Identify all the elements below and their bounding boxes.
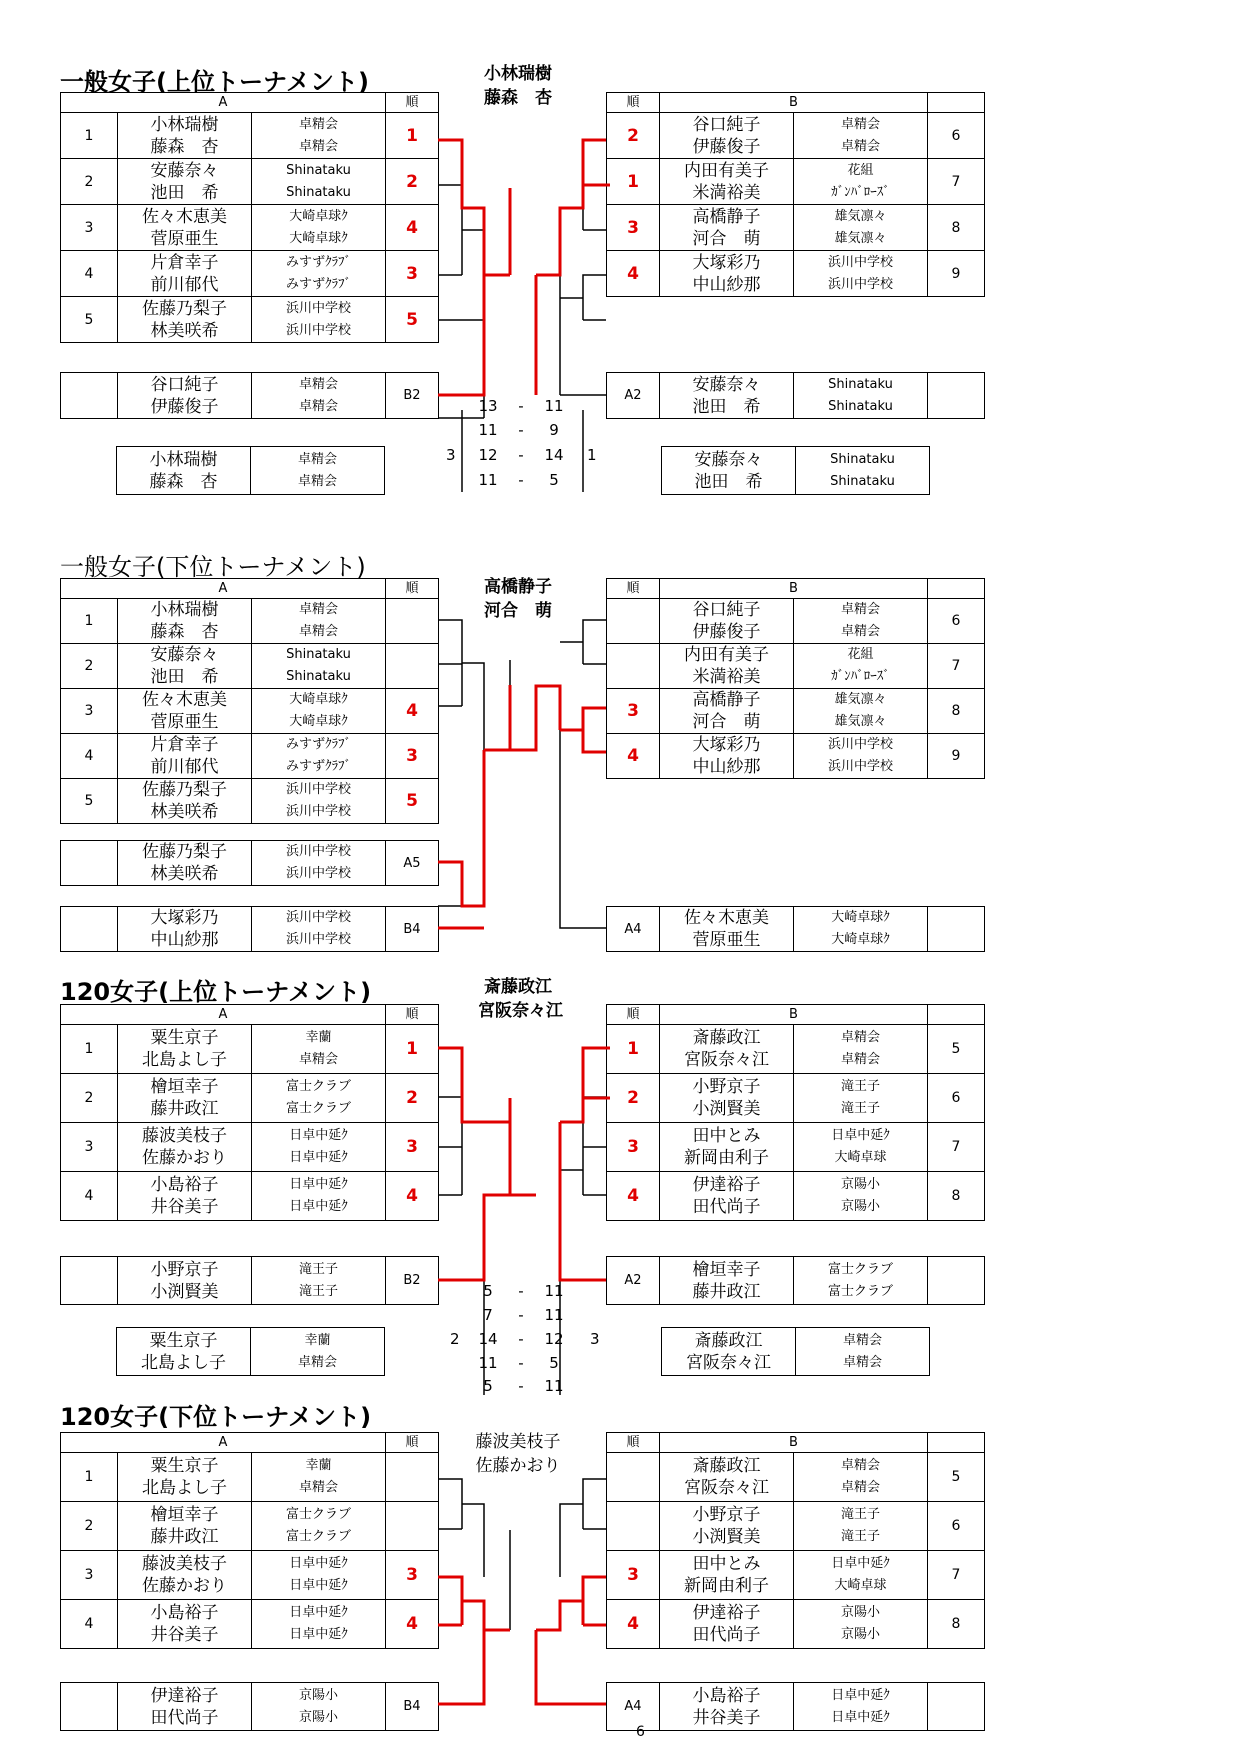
entry-number: 5 xyxy=(61,297,118,343)
pair-clubs: Shinataku Shinataku xyxy=(252,644,386,689)
section-title: 一般女子(上位トーナメント) xyxy=(60,68,369,96)
entry-number: 1 xyxy=(61,1453,118,1502)
pair-clubs: 卓精会 卓精会 xyxy=(794,1453,928,1502)
pair-clubs: 浜川中学校 浜川中学校 xyxy=(794,251,928,297)
pair-names: 小野京子 小渕賢美 xyxy=(118,1257,252,1305)
pair-names: 藤波美枝子 佐藤かおり xyxy=(118,1123,252,1172)
entry-number: 4 xyxy=(61,1172,118,1221)
rank-value: 2 xyxy=(386,159,439,205)
pair-names: 伊達裕子 田代尚子 xyxy=(660,1600,794,1649)
entry-number: 2 xyxy=(61,159,118,205)
entry-number: 1 xyxy=(61,113,118,159)
pair-clubs: 卓精会 卓精会 xyxy=(794,113,928,159)
pair-clubs: 雄気凛々 雄気凛々 xyxy=(794,689,928,734)
entry-number: 3 xyxy=(61,1123,118,1172)
rank-value: 4 xyxy=(386,1600,439,1649)
entry-number: 8 xyxy=(928,689,985,734)
pair-clubs: 日卓中延ｸ 日卓中延ｸ xyxy=(252,1551,386,1600)
pair-names: 高橋静子 河合 萌 xyxy=(660,205,794,251)
pair-names: 小林瑞樹 藤森 杏 xyxy=(117,447,251,495)
rank-value: 3 xyxy=(386,1123,439,1172)
entry-number: 7 xyxy=(928,1551,985,1600)
semi-score: 5 - 11 xyxy=(483,1282,564,1300)
pair-names: 佐々木恵美 菅原亜生 xyxy=(660,907,794,952)
pair-names: 斎藤政江 宮阪奈々江 xyxy=(660,1025,794,1074)
entry-number: 3 xyxy=(61,1551,118,1600)
rank-value: 3 xyxy=(607,1551,660,1600)
pair-clubs: 卓精会 卓精会 xyxy=(794,599,928,644)
entry-number: 1 xyxy=(61,599,118,644)
final-score: 14 - 12 xyxy=(478,1330,564,1348)
pair-names: 片倉幸子 前川郁代 xyxy=(118,734,252,779)
pair-clubs: 浜川中学校 浜川中学校 xyxy=(252,841,386,886)
pair-names: 谷口純子 伊藤俊子 xyxy=(660,113,794,159)
pair-clubs: 幸蘭 卓精会 xyxy=(251,1328,385,1376)
pair-clubs: 幸蘭 卓精会 xyxy=(252,1025,386,1074)
entry-number: 2 xyxy=(61,644,118,689)
pair-names: 高橋静子 河合 萌 xyxy=(660,689,794,734)
pair-names: 檜垣幸子 藤井政江 xyxy=(118,1074,252,1123)
pair-clubs: 卓精会 卓精会 xyxy=(252,113,386,159)
entry-number: 9 xyxy=(928,734,985,779)
pair-names: 佐々木恵美 菅原亜生 xyxy=(118,689,252,734)
pair-clubs: 日卓中延ｸ 日卓中延ｸ xyxy=(794,1683,928,1731)
pair-names: 大塚彩乃 中山紗那 xyxy=(118,907,252,952)
pair-names: 小島裕子 井谷美子 xyxy=(660,1683,794,1731)
pair-clubs: Shinataku Shinataku xyxy=(252,159,386,205)
entry-number: 6 xyxy=(928,1074,985,1123)
pair-names: 小野京子 小渕賢美 xyxy=(660,1502,794,1551)
pool-a-header: A xyxy=(61,1433,386,1453)
entry-number: 3 xyxy=(61,689,118,734)
rank-header: 順 xyxy=(607,1005,660,1025)
qualifier-tag: B2 xyxy=(386,373,439,419)
page-number: 6 xyxy=(636,1724,645,1740)
pair-clubs: 日卓中延ｸ 大崎卓球 xyxy=(794,1123,928,1172)
pair-clubs: 京陽小 京陽小 xyxy=(252,1683,386,1731)
pair-clubs: 日卓中延ｸ 日卓中延ｸ xyxy=(252,1123,386,1172)
entry-number: 2 xyxy=(61,1502,118,1551)
champion-name: 高橋静子 xyxy=(484,577,552,597)
pair-names: 檜垣幸子 藤井政江 xyxy=(660,1257,794,1305)
pair-names: 小島裕子 井谷美子 xyxy=(118,1600,252,1649)
final-score: 11 - 5 xyxy=(478,471,559,489)
entry-number: 4 xyxy=(61,734,118,779)
qualifier-tag: B4 xyxy=(386,907,439,952)
section-title: 一般女子(下位トーナメント) xyxy=(60,553,366,581)
pair-names: 小野京子 小渕賢美 xyxy=(660,1074,794,1123)
pair-clubs: 滝王子 滝王子 xyxy=(794,1074,928,1123)
rank-value: 3 xyxy=(386,1551,439,1600)
champion-name: 佐藤かおり xyxy=(475,1456,561,1476)
pair-clubs: 卓精会 卓精会 xyxy=(794,1025,928,1074)
pair-clubs: 幸蘭 卓精会 xyxy=(252,1453,386,1502)
section-title: 120女子(上位トーナメント) xyxy=(60,978,372,1006)
pair-names: 田中とみ 新岡由利子 xyxy=(660,1123,794,1172)
rank-value: 3 xyxy=(607,689,660,734)
pair-clubs: 京陽小 京陽小 xyxy=(794,1172,928,1221)
pair-names: 佐々木恵美 菅原亜生 xyxy=(118,205,252,251)
pool-a-header: A xyxy=(61,93,386,113)
rank-header: 順 xyxy=(386,1433,439,1453)
entry-number: 5 xyxy=(928,1025,985,1074)
pair-clubs: 滝王子 滝王子 xyxy=(794,1502,928,1551)
qualifier-tag: B2 xyxy=(386,1257,439,1305)
rank-header: 順 xyxy=(386,579,439,599)
entry-number: 7 xyxy=(928,644,985,689)
pair-names: 伊達裕子 田代尚子 xyxy=(118,1683,252,1731)
pair-clubs: 滝王子 滝王子 xyxy=(252,1257,386,1305)
rank-value: 3 xyxy=(386,734,439,779)
pair-names: 内田有美子 米満裕美 xyxy=(660,644,794,689)
rank-value: 4 xyxy=(386,689,439,734)
pair-clubs: 浜川中学校 浜川中学校 xyxy=(252,297,386,343)
pair-clubs: Shinataku Shinataku xyxy=(796,447,930,495)
pair-names: 斎藤政江 宮阪奈々江 xyxy=(660,1453,794,1502)
qualifier-tag: A5 xyxy=(386,841,439,886)
pair-names: 粟生京子 北島よし子 xyxy=(117,1328,251,1376)
rank-value: 3 xyxy=(607,1123,660,1172)
games-won-left: 3 xyxy=(446,446,456,464)
entry-number: 6 xyxy=(928,1502,985,1551)
semi-score: 13 - 11 xyxy=(478,397,564,415)
rank-header: 順 xyxy=(607,93,660,113)
pair-clubs: 大崎卓球ｸ 大崎卓球ｸ xyxy=(252,205,386,251)
champion-name: 河合 萌 xyxy=(484,601,552,621)
rank-value: 2 xyxy=(386,1074,439,1123)
rank-value: 4 xyxy=(607,734,660,779)
rank-value: 1 xyxy=(386,1025,439,1074)
qualifier-tag: B4 xyxy=(386,1683,439,1731)
pool-b-header: B xyxy=(660,93,928,113)
entry-number: 9 xyxy=(928,251,985,297)
pair-names: 小林瑞樹 藤森 杏 xyxy=(118,599,252,644)
rank-value: 3 xyxy=(386,251,439,297)
champion-name: 小林瑞樹 xyxy=(484,64,552,84)
section-title: 120女子(下位トーナメント) xyxy=(60,1403,372,1431)
rank-value: 1 xyxy=(607,159,660,205)
rank-header: 順 xyxy=(386,1005,439,1025)
entry-number: 8 xyxy=(928,1172,985,1221)
pair-names: 安藤奈々 池田 希 xyxy=(118,644,252,689)
pool-b-header: B xyxy=(660,1005,928,1025)
rank-header: 順 xyxy=(607,579,660,599)
pair-names: 大塚彩乃 中山紗那 xyxy=(660,251,794,297)
pool-b-header: B xyxy=(660,579,928,599)
pair-clubs: 卓精会 卓精会 xyxy=(252,373,386,419)
rank-value: 2 xyxy=(607,1074,660,1123)
rank-value: 1 xyxy=(607,1025,660,1074)
entry-number: 3 xyxy=(61,205,118,251)
pair-names: 佐藤乃梨子 林美咲希 xyxy=(118,841,252,886)
pair-clubs: 大崎卓球ｸ 大崎卓球ｸ xyxy=(794,907,928,952)
pair-clubs: みすずｸﾗﾌﾞ みすずｸﾗﾌﾞ xyxy=(252,734,386,779)
pair-clubs: 富士クラブ 富士クラブ xyxy=(794,1257,928,1305)
entry-number: 7 xyxy=(928,1123,985,1172)
final-score: 12 - 14 xyxy=(478,446,564,464)
champion-name: 藤森 杏 xyxy=(484,88,552,108)
pair-names: 佐藤乃梨子 林美咲希 xyxy=(118,297,252,343)
pair-names: 小島裕子 井谷美子 xyxy=(118,1172,252,1221)
pair-clubs: 浜川中学校 浜川中学校 xyxy=(794,734,928,779)
pool-b-header: B xyxy=(660,1433,928,1453)
rank-value: 5 xyxy=(386,779,439,824)
rank-value: 1 xyxy=(386,113,439,159)
semi-score: 7 - 11 xyxy=(483,1306,564,1324)
pair-clubs: 大崎卓球ｸ 大崎卓球ｸ xyxy=(252,689,386,734)
pair-clubs: 日卓中延ｸ 日卓中延ｸ xyxy=(252,1600,386,1649)
pair-clubs: 浜川中学校 浜川中学校 xyxy=(252,907,386,952)
rank-value: 5 xyxy=(386,297,439,343)
entry-number: 4 xyxy=(61,1600,118,1649)
final-score: 5 - 11 xyxy=(483,1377,564,1395)
rank-value: 4 xyxy=(607,251,660,297)
pair-names: 大塚彩乃 中山紗那 xyxy=(660,734,794,779)
pair-clubs: Shinataku Shinataku xyxy=(794,373,928,419)
entry-number: 6 xyxy=(928,113,985,159)
pair-names: 片倉幸子 前川郁代 xyxy=(118,251,252,297)
rank-header: 順 xyxy=(607,1433,660,1453)
semi-score: 11 - 9 xyxy=(478,421,559,439)
champion-name: 斎藤政江 xyxy=(484,977,552,997)
pair-clubs: 卓精会 卓精会 xyxy=(251,447,385,495)
pair-names: 安藤奈々 池田 希 xyxy=(662,447,796,495)
games-won-right: 3 xyxy=(590,1330,600,1348)
pair-names: 安藤奈々 池田 希 xyxy=(118,159,252,205)
entry-number: 6 xyxy=(928,599,985,644)
entry-number: 5 xyxy=(928,1453,985,1502)
pair-clubs: 富士クラブ 富士クラブ xyxy=(252,1074,386,1123)
qualifier-tag: A4 xyxy=(607,1683,660,1731)
pair-names: 安藤奈々 池田 希 xyxy=(660,373,794,419)
pair-names: 粟生京子 北島よし子 xyxy=(118,1025,252,1074)
pair-names: 内田有美子 米満裕美 xyxy=(660,159,794,205)
pair-clubs: 卓精会 卓精会 xyxy=(796,1328,930,1376)
pair-clubs: 京陽小 京陽小 xyxy=(794,1600,928,1649)
pair-clubs: 富士クラブ 富士クラブ xyxy=(252,1502,386,1551)
pair-clubs: 花組 ｶﾞﾝﾊﾞﾛｰｽﾞ xyxy=(794,644,928,689)
champion-name: 藤波美枝子 xyxy=(475,1432,561,1452)
entry-number: 7 xyxy=(928,159,985,205)
pair-names: 斎藤政江 宮阪奈々江 xyxy=(662,1328,796,1376)
rank-value: 2 xyxy=(607,113,660,159)
pair-clubs: 日卓中延ｸ 日卓中延ｸ xyxy=(252,1172,386,1221)
pair-names: 谷口純子 伊藤俊子 xyxy=(118,373,252,419)
games-won-right: 1 xyxy=(587,446,597,464)
rank-value: 4 xyxy=(386,1172,439,1221)
pair-names: 粟生京子 北島よし子 xyxy=(118,1453,252,1502)
pair-clubs: 浜川中学校 浜川中学校 xyxy=(252,779,386,824)
qualifier-tag: A4 xyxy=(607,907,660,952)
entry-number: 2 xyxy=(61,1074,118,1123)
rank-value: 4 xyxy=(607,1600,660,1649)
final-score: 11 - 5 xyxy=(478,1354,559,1372)
pair-clubs: 卓精会 卓精会 xyxy=(252,599,386,644)
champion-name: 宮阪奈々江 xyxy=(478,1001,563,1021)
pair-clubs: みすずｸﾗﾌﾞ みすずｸﾗﾌﾞ xyxy=(252,251,386,297)
pair-names: 藤波美枝子 佐藤かおり xyxy=(118,1551,252,1600)
pair-names: 谷口純子 伊藤俊子 xyxy=(660,599,794,644)
qualifier-tag: A2 xyxy=(607,1257,660,1305)
pair-names: 田中とみ 新岡由利子 xyxy=(660,1551,794,1600)
qualifier-tag: A2 xyxy=(607,373,660,419)
pair-clubs: 日卓中延ｸ 大崎卓球 xyxy=(794,1551,928,1600)
rank-value: 4 xyxy=(386,205,439,251)
entry-number: 8 xyxy=(928,205,985,251)
rank-value: 4 xyxy=(607,1172,660,1221)
games-won-left: 2 xyxy=(450,1330,460,1348)
rank-value: 3 xyxy=(607,205,660,251)
rank-header: 順 xyxy=(386,93,439,113)
pair-names: 小林瑞樹 藤森 杏 xyxy=(118,113,252,159)
pair-clubs: 雄気凛々 雄気凛々 xyxy=(794,205,928,251)
entry-number: 5 xyxy=(61,779,118,824)
entry-number: 4 xyxy=(61,251,118,297)
pair-names: 佐藤乃梨子 林美咲希 xyxy=(118,779,252,824)
entry-number: 8 xyxy=(928,1600,985,1649)
pair-names: 伊達裕子 田代尚子 xyxy=(660,1172,794,1221)
pool-a-header: A xyxy=(61,579,386,599)
entry-number: 1 xyxy=(61,1025,118,1074)
pool-a-header: A xyxy=(61,1005,386,1025)
pair-clubs: 花組 ｶﾞﾝﾊﾞﾛｰｽﾞ xyxy=(794,159,928,205)
pair-names: 檜垣幸子 藤井政江 xyxy=(118,1502,252,1551)
